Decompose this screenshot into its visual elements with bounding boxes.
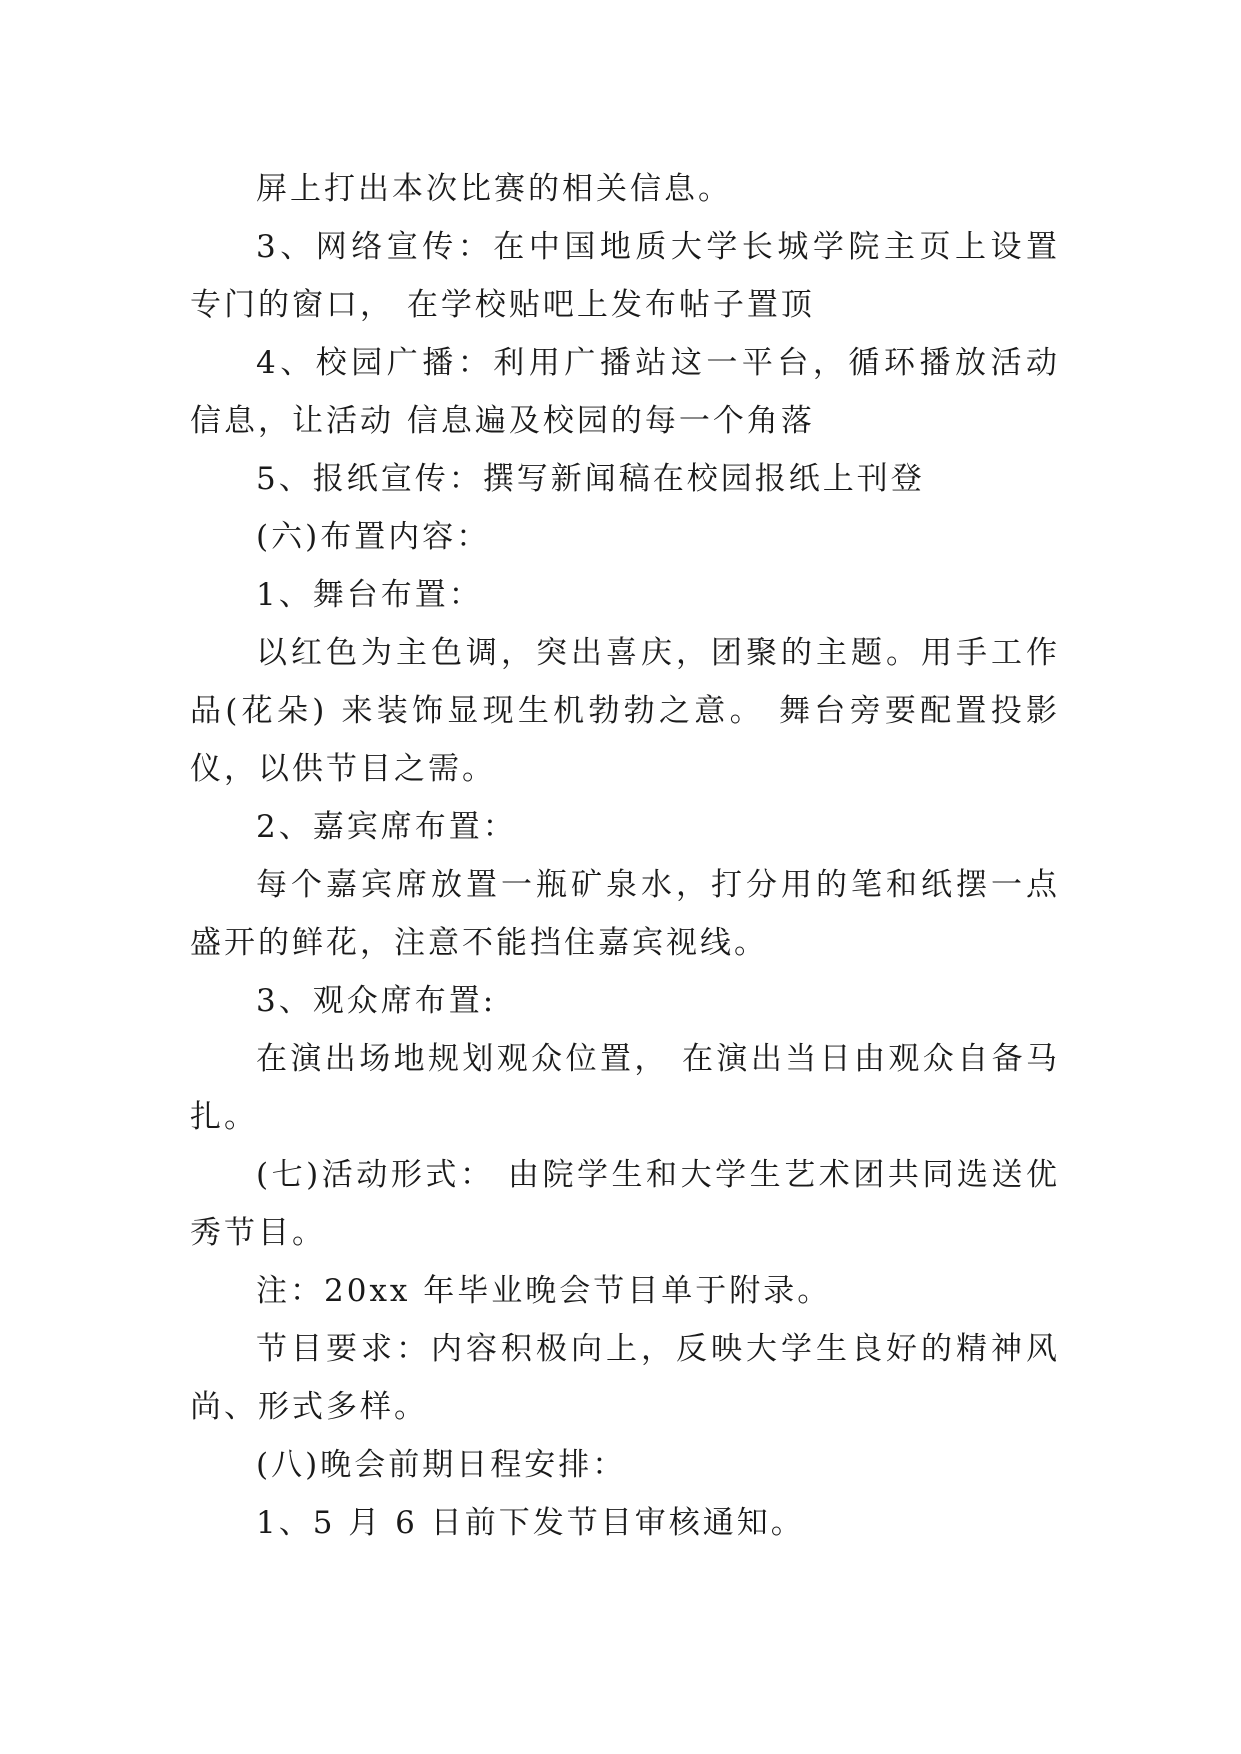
- section-heading: (六)布置内容：: [256, 519, 491, 555]
- section-heading: (七)活动形式： 由院学生和大学生艺术团共同选送优秀节目。: [190, 1157, 1060, 1251]
- subheading: 1、舞台布置：: [256, 577, 483, 613]
- paragraph: 以红色为主色调，突出喜庆，团聚的主题。用手工作品(花朵) 来装饰显现生机勃勃之意。 舞台旁要配置投影仪，以供节目之需。: [190, 635, 1060, 787]
- subheading: 2、嘉宾席布置：: [256, 809, 517, 845]
- document-body: [190, 160, 1060, 1552]
- paragraph: 4、校园广播：利用广播站这一平台，循环播放活动信息，让活动 信息遍及校园的每一个角落: [190, 345, 1060, 439]
- list-item: 1、5 月 6 日前下发节目审核通知。: [256, 1505, 805, 1541]
- note: 注：20xx 年毕业晚会节目单于附录。: [256, 1273, 832, 1309]
- paragraph: 5、报纸宣传：撰写新闻稿在校园报纸上刊登: [256, 461, 925, 497]
- paragraph: 3、网络宣传：在中国地质大学长城学院主页上设置专门的窗口， 在学校贴吧上发布帖子置顶: [190, 229, 1060, 323]
- subheading: 3、观众席布置:: [256, 983, 497, 1019]
- section-heading: (八)晚会前期日程安排：: [256, 1447, 627, 1483]
- paragraph: 每个嘉宾席放置一瓶矿泉水，打分用的笔和纸摆一点盛开的鲜花，注意不能挡住嘉宾视线。: [190, 867, 1060, 961]
- paragraph: 在演出场地规划观众位置， 在演出当日由观众自备马扎。: [190, 1041, 1060, 1135]
- paragraph: 节目要求：内容积极向上，反映大学生良好的精神风尚、形式多样。: [190, 1331, 1060, 1425]
- paragraph: 屏上打出本次比赛的相关信息。: [256, 171, 732, 207]
